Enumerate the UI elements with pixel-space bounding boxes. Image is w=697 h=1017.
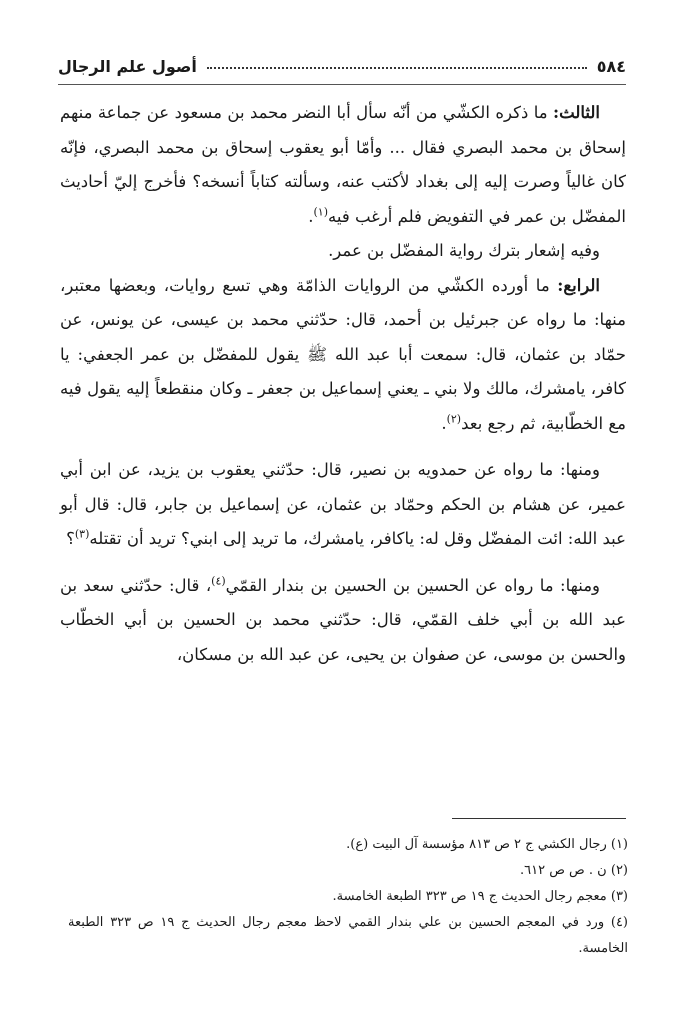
- paragraph-end: ؟: [66, 529, 75, 548]
- paragraph-fourth: [60, 269, 626, 442]
- footnote-1: (١) رجال الكشي ج ٢ ص ٨١٣ مؤسسة آل البيت (ع).: [346, 837, 628, 852]
- page-number: ٥٨٤: [596, 56, 626, 76]
- paragraph-text: ومنها: ما رواه عن الحسين بن الحسين بن بندار القمّي: [225, 575, 601, 595]
- footnote-2: (٢) ن . ص ص ٦١٢.: [519, 863, 628, 878]
- header-dot-leader: [207, 67, 587, 69]
- footnotes: [68, 832, 628, 962]
- header-rule: [58, 84, 626, 85]
- paragraph-text-continued: ، قال: حدّثني سعد بن عبد الله بن أبي خلف القمّي، قال: حدّثني محمد بن الحسين بن أبي الخطّاب والحسن بن موسى، عن صفوان بن يحيى، عن عبد الله بن مسكان،: [60, 575, 626, 664]
- footnote-ref-1: (١): [313, 205, 328, 218]
- book-title: أصول علم الرجال: [58, 56, 197, 76]
- paragraph-text: ما ذكره الكشّي من أنّه سأل أبا النضر محمد بن مسعود عن جماعة منهم إسحاق بن محمد البصري فقال ... وأمّا أبو يعقوب إسحاق بن محمد البصري، فإنّه كان غالياً وصرت إليه إلى بغداد لأكتب عنه، وسألته كتاباً أنسخه؟ فأخرج إليّ أحاديث المفضّل بن عمر في التفويض فلم أرغب فيه: [60, 103, 626, 226]
- paragraph-third: [60, 96, 626, 234]
- paragraph-end: .: [308, 206, 314, 226]
- main-text: [60, 96, 626, 672]
- paragraph-text: ومنها: ما رواه عن حمدويه بن نصير، قال: حدّثني يعقوب بن يزيد، عن ابن أبي عمير، عن هشام بن الحكم وحمّاد بن عثمان، عن إسماعيل بن جابر، قال: قال أبو عبد الله: ائت المفضّل وقل له: ياكافر، يامشرك، ما تريد إلى ابني؟ تريد أن تقتله: [60, 460, 626, 548]
- running-header: [58, 52, 626, 80]
- paragraph-text: ما أورده الكشّي من الروايات الذامّة وهي تسع روايات، وبعضها معتبر، منها: ما رواه عن جبرئيل بن أحمد، قال: حدّثني محمد بن عيسى، عن يونس، عن حمّاد بن عثمان، قال: سمعت أبا عبد الله ﷺ يقول للمفضّل بن عمر الجعفي: يا كافر، يامشرك، مالك ولا بني ـ يعني إسماعيل بن جعفر ـ وكان منقطعاً إليه يقول فيه مع الخطّابية، ثم رجع بعد: [60, 275, 626, 433]
- section-heading-third: الثالث:: [553, 103, 600, 122]
- section-heading-fourth: الرابع:: [557, 275, 600, 295]
- footnote-3: (٣) معجم رجال الحديث ج ١٩ ص ٣٢٣ الطبعة الخامسة.: [332, 889, 628, 904]
- footnote-4: (٤) ورد في المعجم الحسين بن علي بندار القمي لاحظ معجم رجال الحديث ج ١٩ ص ٣٢٣ الطبعة الخامسة.: [68, 915, 628, 956]
- footnote-separator: [452, 818, 626, 819]
- paragraph-comment: [60, 234, 626, 269]
- paragraph-narration-2: [60, 453, 626, 557]
- paragraph-narration-3: [60, 569, 626, 673]
- paragraph-end: .: [441, 413, 447, 433]
- footnote-ref-2: (٢): [446, 412, 462, 425]
- paragraph-text: وفيه إشعار بترك رواية المفضّل بن عمر.: [328, 241, 600, 260]
- footnote-ref-4: (٤): [211, 574, 226, 587]
- footnote-ref-3: (٣): [74, 527, 90, 541]
